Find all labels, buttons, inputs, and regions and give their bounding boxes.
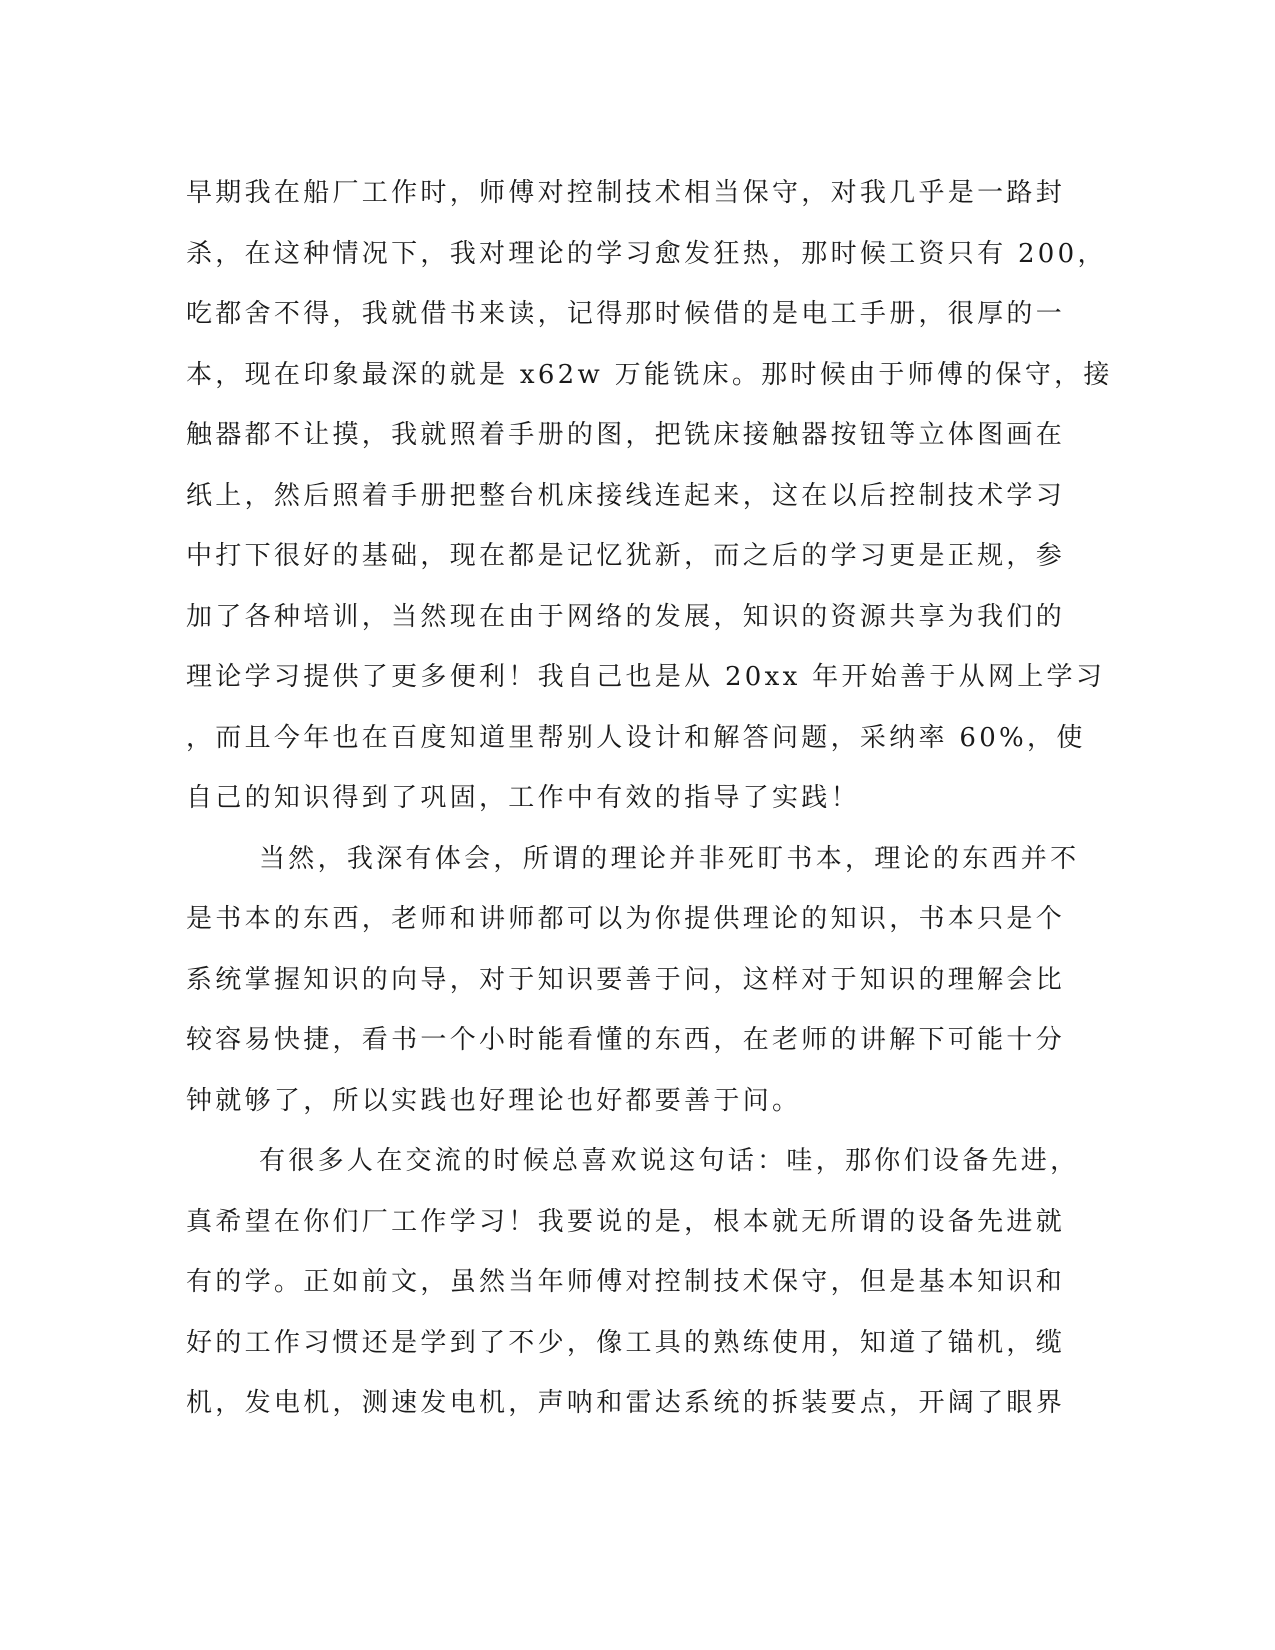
paragraph-line: 中打下很好的基础，现在都是记忆犹新，而之后的学习更是正规，参 bbox=[186, 541, 1066, 571]
paragraph-line: 钟就够了，所以实践也好理论也好都要善于问。 bbox=[186, 1085, 802, 1116]
document-body bbox=[186, 163, 1113, 1434]
paragraph-line: 好的工作习惯还是学到了不少，像工具的熟练使用，知道了锚机，缆 bbox=[186, 1327, 1066, 1358]
paragraph-line: 杀，在这种情况下，我对理论的学习愈发狂热，那时候工资只有 200， bbox=[186, 238, 1107, 269]
paragraph-2 bbox=[186, 829, 1086, 1132]
paragraph-line: 机，发电机，测速发电机，声呐和雷达系统的拆装要点，开阔了眼界 bbox=[186, 1388, 1066, 1418]
paragraph-line: 有的学。正如前文，虽然当年师傅对控制技术保守，但是基本知识和 bbox=[186, 1267, 1066, 1297]
paragraph-line: 理论学习提供了更多便利！我自己也是从 20xx 年开始善于从网上学习 bbox=[186, 662, 1106, 692]
paragraph-line: 早期我在船厂工作时，师傅对控制技术相当保守，对我几乎是一路封 bbox=[186, 178, 1066, 208]
paragraph-line: 吃都舍不得，我就借书来读，记得那时候借的是电工手册，很厚的一 bbox=[186, 299, 1066, 329]
paragraph-3 bbox=[186, 1131, 1086, 1434]
paragraph-line: 加了各种培训，当然现在由于网络的发展，知识的资源共享为我们的 bbox=[186, 601, 1066, 632]
paragraph-line: 有很多人在交流的时候总喜欢说这句话：哇，那你们设备先进， bbox=[259, 1146, 1080, 1176]
paragraph-line: 较容易快捷，看书一个小时能看懂的东西，在老师的讲解下可能十分 bbox=[186, 1025, 1066, 1055]
paragraph-line: 真希望在你们厂工作学习！我要说的是，根本就无所谓的设备先进就 bbox=[186, 1206, 1066, 1237]
paragraph-line: 系统掌握知识的向导，对于知识要善于问，这样对于知识的理解会比 bbox=[186, 964, 1066, 995]
paragraph-line: 纸上，然后照着手册把整台机床接线连起来，这在以后控制技术学习 bbox=[186, 480, 1066, 511]
paragraph-line: ，而且今年也在百度知道里帮别人设计和解答问题，采纳率 60%，使 bbox=[186, 722, 1086, 753]
paragraph-line: 触器都不让摸，我就照着手册的图，把铣床接触器按钮等立体图画在 bbox=[186, 420, 1066, 450]
paragraph-1 bbox=[186, 163, 1113, 829]
paragraph-line: 自己的知识得到了巩固，工作中有效的指导了实践！ bbox=[186, 783, 860, 813]
paragraph-line: 是书本的东西，老师和讲师都可以为你提供理论的知识，书本只是个 bbox=[186, 904, 1066, 934]
paragraph-line: 本，现在印象最深的就是 x62w 万能铣床。那时候由于师傅的保守，接 bbox=[186, 359, 1113, 390]
paragraph-line: 当然，我深有体会，所谓的理论并非死盯书本，理论的东西并不 bbox=[259, 843, 1080, 874]
